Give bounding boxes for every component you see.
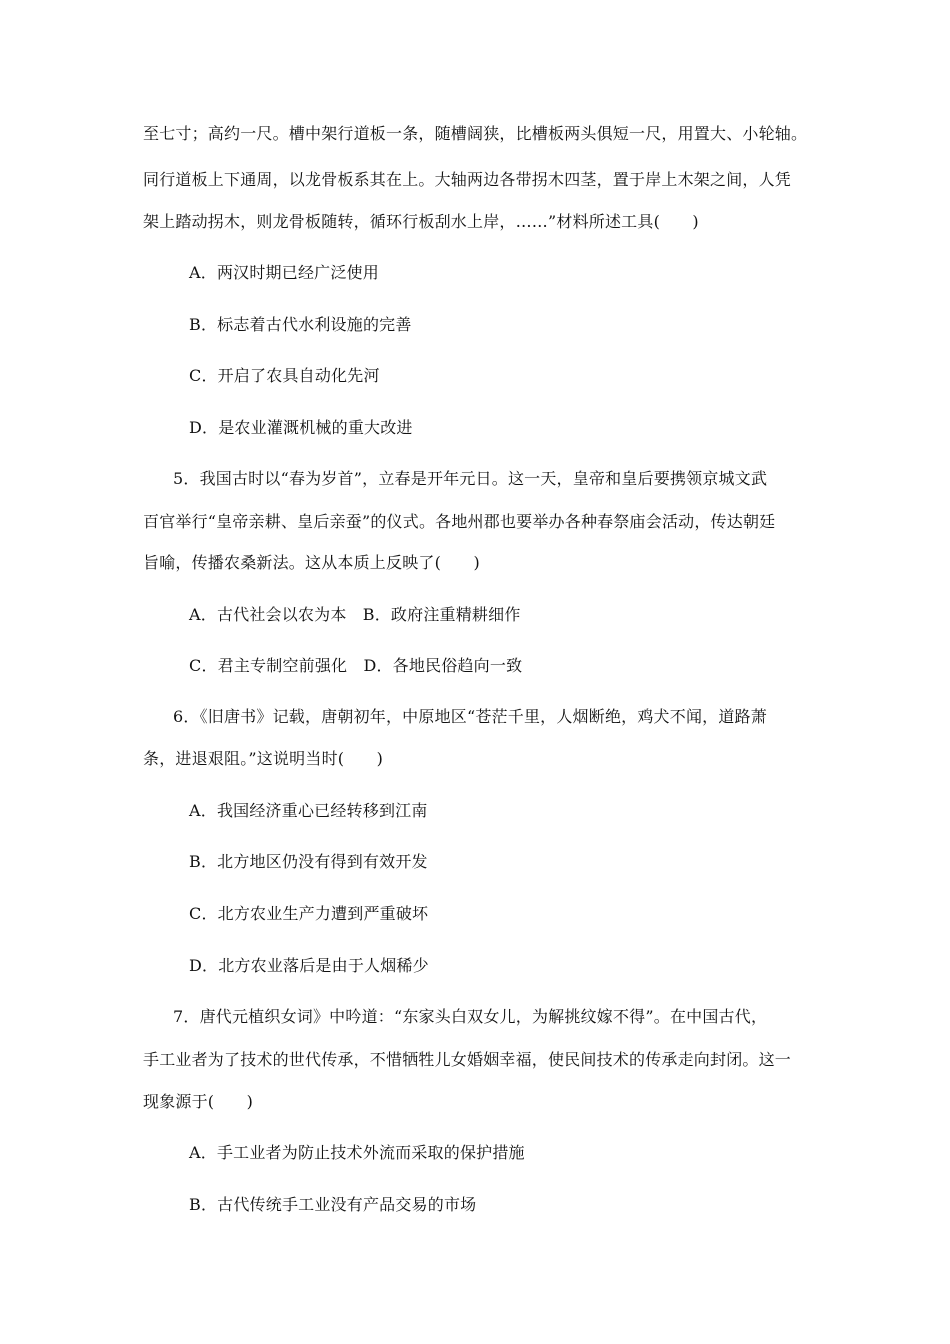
question-4-option-b: B．标志着古代水利设施的完善 xyxy=(189,315,412,334)
question-7-text-line-3: 现象源于( ) xyxy=(143,1092,254,1111)
question-4-text-line-2: 同行道板上下通周，以龙骨板系其在上。大轴两边各带拐木四茎，置于岸上木架之间，人凭 xyxy=(143,170,792,189)
question-4-text-line-1: 至七寸；高约一尺。槽中架行道板一条，随槽阔狭，比槽板两头俱短一尺，用置大、小轮轴。 xyxy=(143,124,808,143)
question-6-text-line-1: 6．《旧唐书》记载，唐朝初年，中原地区“苍茫千里，人烟断绝，鸡犬不闻，道路萧 xyxy=(173,707,767,726)
question-5-text-line-3: 旨喻，传播农桑新法。这从本质上反映了( ) xyxy=(143,553,480,572)
question-7-option-a: A．手工业者为防止技术外流而采取的保护措施 xyxy=(189,1143,525,1162)
question-5-text-line-2: 百官举行“皇帝亲耕、皇后亲蚕”的仪式。各地州郡也要举办各种春祭庙会活动，传达朝廷 xyxy=(143,512,776,531)
question-4-option-d: D．是农业灌溉机械的重大改进 xyxy=(189,418,413,437)
question-6-option-c: C．北方农业生产力遭到严重破坏 xyxy=(189,904,429,923)
question-4-text-line-3: 架上踏动拐木，则龙骨板随转，循环行板刮水上岸，……”材料所述工具( ) xyxy=(143,212,699,231)
question-5-text-line-1: 5．我国古时以“春为岁首”，立春是开年元日。这一天，皇帝和皇后要携领京城文武 xyxy=(173,469,768,488)
question-6-text-line-2: 条，进退艰阻。”这说明当时( ) xyxy=(143,749,384,768)
question-6-option-b: B．北方地区仍没有得到有效开发 xyxy=(189,852,428,871)
question-7-text-line-2: 手工业者为了技术的世代传承，不惜牺牲儿女婚姻幸福，使民间技术的传承走向封闭。这一 xyxy=(143,1050,792,1069)
question-5-options-row-2: C．君主专制空前强化 D．各地民俗趋向一致 xyxy=(189,656,523,675)
question-6-option-a: A．我国经济重心已经转移到江南 xyxy=(189,801,428,820)
question-6-option-d: D．北方农业落后是由于人烟稀少 xyxy=(189,956,429,975)
question-4-option-c: C．开启了农具自动化先河 xyxy=(189,366,380,385)
question-5-options-row-1: A．古代社会以农为本 B．政府注重精耕细作 xyxy=(189,605,521,624)
question-7-option-b: B．古代传统手工业没有产品交易的市场 xyxy=(189,1195,477,1214)
question-4-option-a: A．两汉时期已经广泛使用 xyxy=(189,263,379,282)
question-7-text-line-1: 7．唐代元植织女词》中吟道：“东家头白双女儿，为解挑纹嫁不得”。在中国古代， xyxy=(173,1007,768,1026)
